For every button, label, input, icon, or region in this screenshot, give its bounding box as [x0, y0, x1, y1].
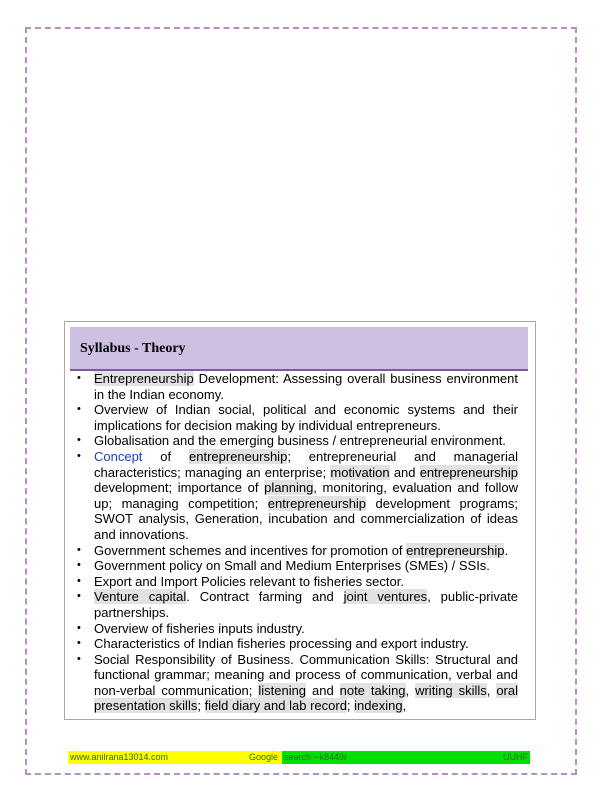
syllabus-item [77, 543, 518, 559]
item-text: . [504, 542, 509, 558]
item-text: , [405, 682, 416, 698]
linked-term: Concept [94, 448, 143, 464]
footer-website-link[interactable]: www.anilrana13014.com [70, 752, 169, 762]
syllabus-item [77, 574, 518, 590]
item-text: Characteristics of Indian fisheries processing and export industry. [94, 636, 469, 652]
highlighted-term: Entrepreneurship [94, 371, 194, 386]
highlighted-term: oral presentation skills [94, 682, 518, 714]
item-text: ; [346, 698, 355, 714]
highlighted-term: Venture capital [94, 589, 187, 605]
item-text: ; [197, 698, 205, 714]
item-text: of [142, 448, 190, 464]
item-text: , public-private partnerships. [94, 589, 518, 620]
highlighted-term: field diary and lab record [204, 698, 347, 714]
syllabus-item [77, 652, 518, 714]
syllabus-item [77, 589, 518, 620]
highlighted-term: entrepreneurship [267, 495, 367, 511]
highlighted-term: entrepreneurship [419, 464, 518, 480]
syllabus-item [77, 621, 518, 637]
item-text: development; importance of [94, 480, 265, 496]
highlighted-term: note taking [339, 682, 406, 698]
syllabus-item [77, 449, 518, 543]
syllabus-item [77, 433, 518, 449]
syllabus-item [77, 371, 518, 402]
syllabus-list [77, 371, 518, 714]
highlighted-term: motivation [330, 464, 390, 480]
footer-google-label: Google [249, 752, 279, 762]
highlighted-term: joint ventures [343, 589, 428, 605]
footer-tag: UUHF [503, 752, 528, 762]
item-text: , [402, 698, 407, 714]
item-text: Government policy on Small and Medium Enterprises (SMEs) / SSIs. [94, 558, 490, 574]
highlighted-term: entrepreneurship [189, 448, 288, 464]
item-text: Overview of fisheries inputs industry. [94, 620, 305, 636]
item-text: Social Responsibility of Business. Communication Skills: Structural and functional grammar; meaning and process of communication, verbal and non-verbal communication; [94, 651, 518, 698]
item-text: Development: Assessing overall business environment in the Indian economy. [94, 371, 518, 402]
item-text: Overview of Indian social, political and economic systems and their implications for decision making by individual entrepreneurs. [94, 402, 518, 433]
item-text: and [389, 464, 420, 480]
item-text: and [306, 682, 340, 698]
item-text: , [486, 682, 497, 698]
syllabus-item [77, 636, 518, 652]
item-text: development programs; SWOT analysis, Generation, incubation and commercialization of ideas and innovations. [94, 495, 518, 542]
highlighted-term: indexing [354, 698, 403, 714]
item-text: Export and Import Policies relevant to fisheries sector. [94, 573, 404, 589]
syllabus-title-bar [70, 327, 528, 371]
syllabus-item [77, 402, 518, 433]
syllabus-box [64, 321, 536, 720]
item-text: Globalisation and the emerging business / entrepreneurial environment. [94, 433, 506, 449]
syllabus-title: Syllabus - Theory [80, 341, 186, 356]
item-text: Government schemes and incentives for promotion of [94, 542, 407, 558]
item-text: . Contract farming and [186, 589, 344, 605]
highlighted-term: listening [258, 682, 307, 698]
footer-search-text: search --k8449r [284, 752, 348, 762]
footer-bar [68, 751, 530, 764]
syllabus-item [77, 558, 518, 574]
highlighted-term: planning [264, 480, 314, 496]
item-text: , monitoring, evaluation and follow up; managing competition; [94, 480, 518, 511]
highlighted-term: entrepreneurship [406, 542, 505, 558]
item-text: ; entrepreneurial and managerial characteristics; managing an enterprise; [94, 448, 518, 480]
highlighted-term: writing skills [415, 682, 487, 698]
